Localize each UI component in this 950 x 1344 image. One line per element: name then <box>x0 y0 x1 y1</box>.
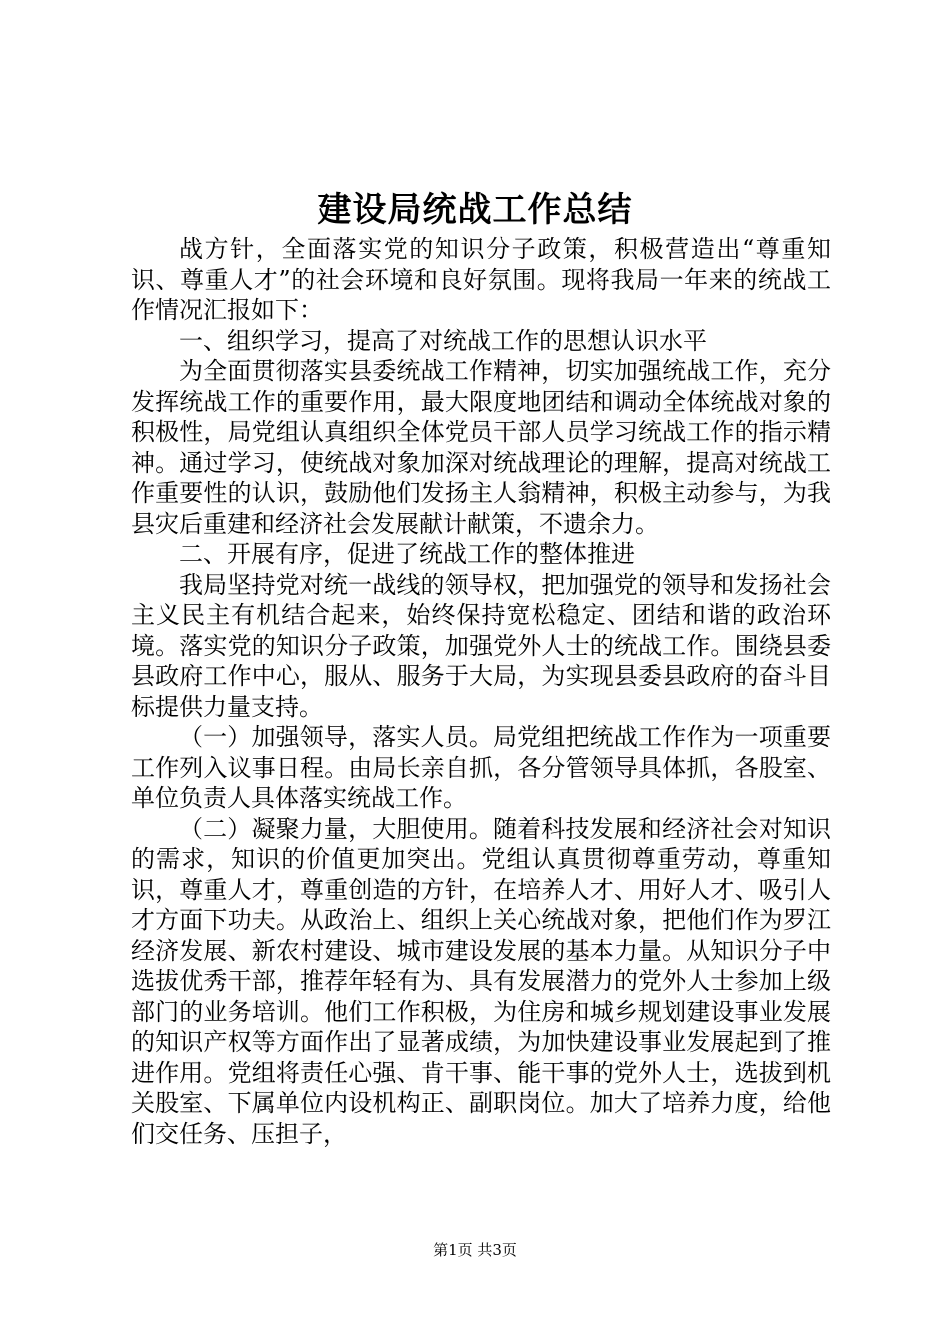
paragraph-intro: 战方针，全面落实党的知识分子政策，积极营造出“尊重知识、尊重人才”的社会环境和良好氛围。现将我局一年来的统战工作情况汇报如下： <box>131 235 831 324</box>
paragraph-leadership: 我局坚持党对统一战线的领导权，把加强党的领导和发扬社会主义民主有机结合起来，始终保持宽松稳定、团结和谐的政治环境。落实党的知识分子政策，加强党外人士的统战工作。围绕县委县政府工作中心，服从、服务于大局，为实现县委县政府的奋斗目标提供力量支持。 <box>131 570 831 721</box>
paragraph-item-2: （二）凝聚力量，大胆使用。随着科技发展和经济社会对知识的需求，知识的价值更加突出。党组认真贯彻尊重劳动，尊重知识，尊重人才，尊重创造的方针，在培养人才、用好人才、吸引人才方面下功夫。从政治上、组织上关心统战对象，把他们作为罗江经济发展、新农村建设、城市建设发展的基本力量。从知识分子中选拔优秀干部，推荐年轻有为、具有发展潜力的党外人士参加上级部门的业务培训。他们工作积极，为住房和城乡规划建设事业发展的知识产权等方面作出了显著成绩，为加快建设事业发展起到了推进作用。党组将责任心强、肯干事、能干事的党外人士，选拔到机关股室、下属单位内设机构正、副职岗位。加大了培养力度，给他们交任务、压担子， <box>131 814 831 1148</box>
document-title: 建设局统战工作总结 <box>317 190 633 230</box>
paragraph-study: 为全面贯彻落实县委统战工作精神，切实加强统战工作，充分发挥统战工作的重要作用，最大限度地团结和调动全体统战对象的积极性，局党组认真组织全体党员干部人员学习统战工作的指示精神。通过学习，使统战对象加深对统战理论的理解，提高对统战工作重要性的认识，鼓励他们发扬主人翁精神，积极主动参与，为我县灾后重建和经济社会发展献计献策，不遗余力。 <box>131 357 831 538</box>
page-footer: 第1页 共3页 <box>433 1241 517 1259</box>
paragraph-item-1: （一）加强领导，落实人员。局党组把统战工作作为一项重要工作列入议事日程。由局长亲自抓，各分管领导具体抓，各股室、单位负责人具体落实统战工作。 <box>131 723 831 812</box>
section-heading-1: 一、组织学习，提高了对统战工作的思想认识水平 <box>179 326 707 355</box>
document-body <box>131 234 831 1149</box>
section-heading-2: 二、开展有序，促进了统战工作的整体推进 <box>179 540 635 568</box>
